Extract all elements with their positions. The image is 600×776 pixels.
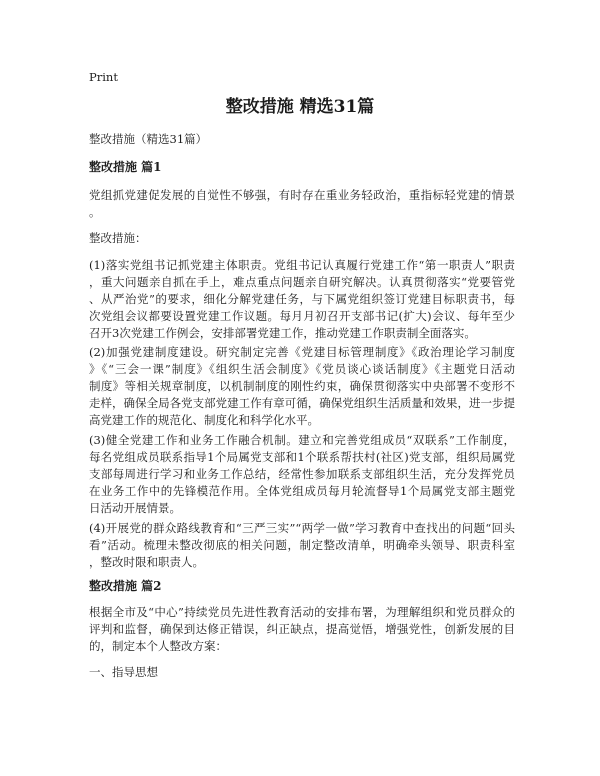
text-line: 走样，确保全局各党支部党建工作有章可循，确保党组织生活质量和效果，进一步提 — [89, 396, 515, 410]
text-line: (1)落实党组书记抓党建主体职责。党组书记认真履行党建工作“第一职责人”职责 — [89, 258, 515, 272]
section-label: 整改措施： — [89, 231, 147, 245]
text-line: (4)开展党的群众路线教育和“三严三实”“两学一做”学习教育中查找出的问题“回头 — [89, 521, 515, 535]
text-line: 制度》等相关规章制度，以机制制度的刚性约束，确保贯彻落实中央部署不变形不 — [89, 379, 515, 393]
text-line: 每名党组成员联系指导1个局属党支部和1个联系帮扶村(社区)党支部，组织局属党 — [89, 450, 515, 464]
text-line: 日活动开展情景。 — [89, 501, 181, 515]
text-line: 评判和监督，确保到达修正错误，纠正缺点，提高觉悟，增强党性，创新发展的目 — [89, 622, 515, 636]
section-heading: 整改措施 篇1 — [89, 160, 162, 174]
paragraph — [89, 604, 515, 655]
text-line: 高党建工作的规范化、制度化和科学化水平。 — [89, 413, 319, 427]
text-line: 召开3次党建工作例会，安排部署党建工作，推动党建工作职责制全面落实。 — [89, 326, 476, 340]
paragraph — [89, 257, 515, 342]
text-line: 》《“三会一课”制度》《组织生活会制度》《党员谈心谈话制度》《主题党日活动 — [89, 362, 515, 376]
paragraph — [89, 187, 515, 221]
text-line: 党组抓党建促发展的自觉性不够强，有时存在重业务轻政治，重指标轻党建的情景 — [89, 188, 515, 202]
text-line: 、从严治党”的要求，细化分解党建任务，与下属党组织签订党建目标职责书，每 — [89, 292, 515, 306]
paragraph — [89, 432, 515, 517]
text-line: 根据全市及“中心”持续党员先进性教育活动的安排布署，为理解组织和党员群众的 — [89, 605, 515, 619]
print-link[interactable]: Print — [89, 70, 118, 84]
text-line: (3)健全党建工作和业务工作融合机制。建立和完善党组成员“双联系”工作制度， — [89, 433, 515, 447]
text-line: 看”活动。梳理未整改彻底的相关问题，制定整改清单，明确牵头领导、职责科室 — [89, 538, 515, 552]
document-subtitle: 整改措施（精选31篇） — [89, 132, 208, 146]
paragraph — [89, 344, 515, 429]
text-line: 在业务工作中的先锋模范作用。全体党组成员每月轮流督导1个局属党支部主题党 — [89, 484, 515, 498]
text-line: ，重大问题亲自抓在手上，难点重点问题亲自研究解决。认真贯彻落实“党要管党 — [89, 275, 515, 289]
section-heading: 整改措施 篇2 — [89, 579, 162, 593]
page-title: 整改措施 精选31篇 — [225, 97, 375, 117]
section-subheading: 一、指导思想 — [89, 665, 158, 679]
paragraph — [89, 520, 515, 571]
text-line: 。 — [89, 205, 101, 219]
text-line: (2)加强党建制度建设。研究制定完善《党建目标管理制度》《政治理论学习制度 — [89, 345, 515, 359]
text-line: 次党组会议都要设置党建工作议题。每月月初召开支部书记(扩大)会议、每年至少 — [89, 309, 515, 323]
text-line: ，整改时限和职责人。 — [89, 555, 204, 569]
text-line: 的，制定本个人整改方案： — [89, 639, 227, 653]
text-line: 支部每周进行学习和业务工作总结，经常性参加联系支部组织生活，充分发挥党员 — [89, 467, 515, 481]
